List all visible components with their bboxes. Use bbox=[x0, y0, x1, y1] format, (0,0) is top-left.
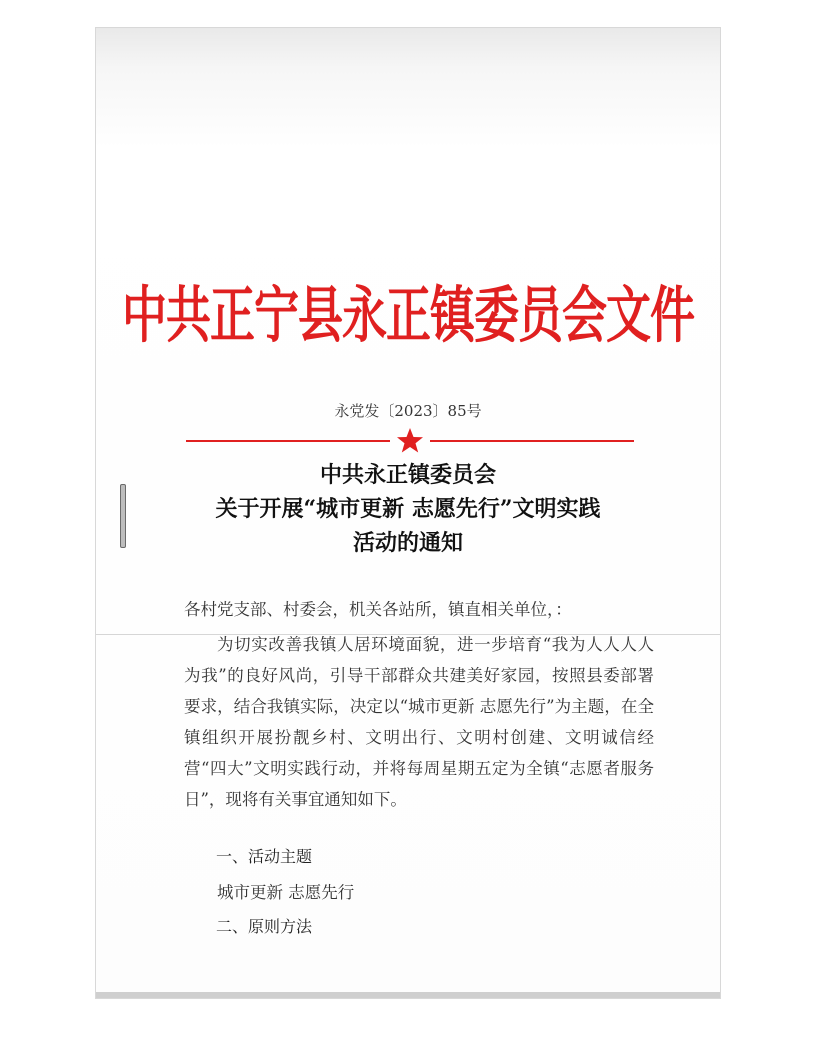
document-photo bbox=[96, 28, 720, 998]
red-rule-right bbox=[430, 440, 634, 442]
section-1-heading: 一、活动主题 bbox=[216, 847, 313, 866]
section-2-heading: 二、原则方法 bbox=[216, 917, 313, 936]
title-line-1: 中共永正镇委员会 bbox=[319, 462, 496, 488]
red-rule-left bbox=[186, 440, 390, 442]
title-line-3: 活动的通知 bbox=[352, 530, 463, 556]
paper-bottom-edge bbox=[96, 992, 720, 998]
intro-paragraph: 为切实改善我镇人居环境面貌，进一步培育“我为人人人人为我”的良好风尚，引导干部群众共建美好家园，按照县委部署要求，结合我镇实际，决定以“城市更新 志愿先行”为主题，在全镇组织开展扮靓乡村、文明出行、文明村创建、文明诚信经营“四大”文明实践行动，并将每周星期五定为全镇“志愿者服务日”，现将有关事宜通知如下。 bbox=[184, 635, 654, 809]
star-icon bbox=[395, 426, 425, 456]
section-1-text: 城市更新 志愿先行 bbox=[217, 883, 355, 902]
salutation: 各村党支部、村委会，机关各站所，镇直相关单位，： bbox=[184, 600, 572, 619]
notice-title bbox=[96, 458, 720, 560]
red-header-title: 中共正宁县永正镇委员会文件 bbox=[121, 279, 694, 352]
document-number: 永党发〔2023〕85号 bbox=[334, 402, 482, 420]
title-line-2: 关于开展“城市更新 志愿先行”文明实践 bbox=[215, 496, 601, 522]
